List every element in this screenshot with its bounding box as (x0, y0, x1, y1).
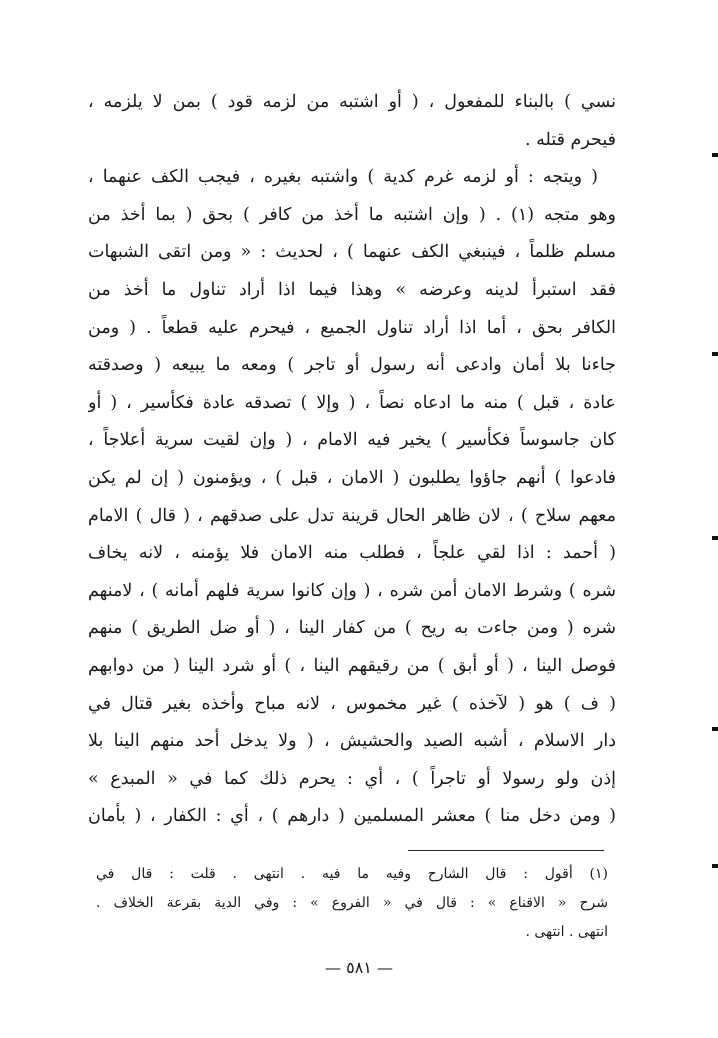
text-line: شره ( ومن جاءت به ريح ) من كفار الينا ، ( أو ضل الطريق ) منهم (88, 618, 616, 639)
text-line: ( ف ) هو ( لآخذه ) غير مخموس ، لانه مباح وأخذه بغير قتال في (88, 693, 616, 714)
footnote-separator (408, 850, 604, 851)
text-line: نسي ) بالبناء للمفعول ، ( أو اشتبه من لزمه قود ) بمن لا يلزمه ، (88, 92, 616, 112)
text-line: الكافر بحق ، أما اذا أراد تناول الجميع ، فيحرم عليه قطعاً . ( ومن (88, 317, 616, 338)
text-line: دار الاسلام ، أشبه الصيد والحشيش ، ( ولا يدخل أحد منهم الينا بلا (88, 731, 616, 752)
text-line: فيحرم قتله . (525, 129, 616, 150)
text-line: إذن ولو رسولا أو تاجراً ) ، أي : يحرم ذلك كما في « المبدع » (88, 768, 616, 789)
footnote-line: (١) أقول : قال الشارح وفيه ما فيه . انتهى . قلت : قال في (96, 866, 608, 882)
margin-mark (712, 153, 718, 157)
text-line: كان جاسوساً فكأسير ) يخير فيه الامام ، ( وإن لقيت سرية أعلاجاً ، (88, 430, 616, 451)
text-line: ( ويتجه : أو لزمه غرم كدية ) واشتبه بغيره ، فيجب الكف عنهما ، (88, 167, 598, 188)
text-line: فقد استبرأ لدينه وعرضه » وهذا فيما اذا أراد تناول ما أخذ من (88, 279, 616, 300)
margin-mark (712, 727, 718, 731)
margin-mark (712, 864, 718, 868)
text-line: فادعوا ) أنهم جاؤوا يطلبون ( الامان ، قبل ) ، ويؤمنون ( إن لم يكن (88, 467, 616, 488)
main-text (88, 84, 616, 836)
text-line: ( أحمد : اذا لقي علجاً ، فطلب منه الامان فلا يؤمنه ، لانه يخاف (88, 543, 616, 564)
text-line: شره ) وشرط الامان أمن شره ، ( وإن كانوا سرية فلهم أمانه ) ، لامنهم (88, 580, 616, 601)
text-line: عادة ، قبل ) منه ما ادعاه نصاً ، ( وإلا ) تصدقه عادة فكأسير ، ( أو (88, 392, 616, 413)
page-number: — ٥٨١ — (325, 958, 393, 977)
footnote-line: انتهى . انتهى . (525, 924, 608, 940)
footnote-block (96, 860, 608, 947)
text-line: ( ومن دخل منا ) معشر المسلمين ( دارهم ) ، أي : الكفار ، ( بأمان (88, 806, 616, 827)
text-line: مسلم ظلماً ، فينبغي الكف عنهما ) ، لحديث : « ومن اتقى الشبهات (88, 242, 616, 263)
text-line: معهم سلاح ) ، لان ظاهر الحال قرينة تدل على صدقهم ، ( قال ) الامام (88, 505, 616, 526)
footnote-line: شرح « الاقناع » : قال في « الفروع » : وفي الدية بقرعة الخلاف . (96, 895, 608, 911)
text-line: جاءنا بلا أمان وادعى أنه رسول أو تاجر ) ومعه ما يبيعه ( وصدقته (88, 355, 616, 376)
margin-mark (712, 352, 718, 356)
margin-mark (712, 536, 718, 540)
text-line: وهو متجه (١) . ( وإن اشتبه ما أخذ من كافر ) بحق ( بما أخذ من (88, 204, 616, 225)
text-line: فوصل الينا ، ( أو أبق ) من رقيقهم الينا ، ) أو شرد الينا ( من دوابهم (88, 655, 616, 676)
